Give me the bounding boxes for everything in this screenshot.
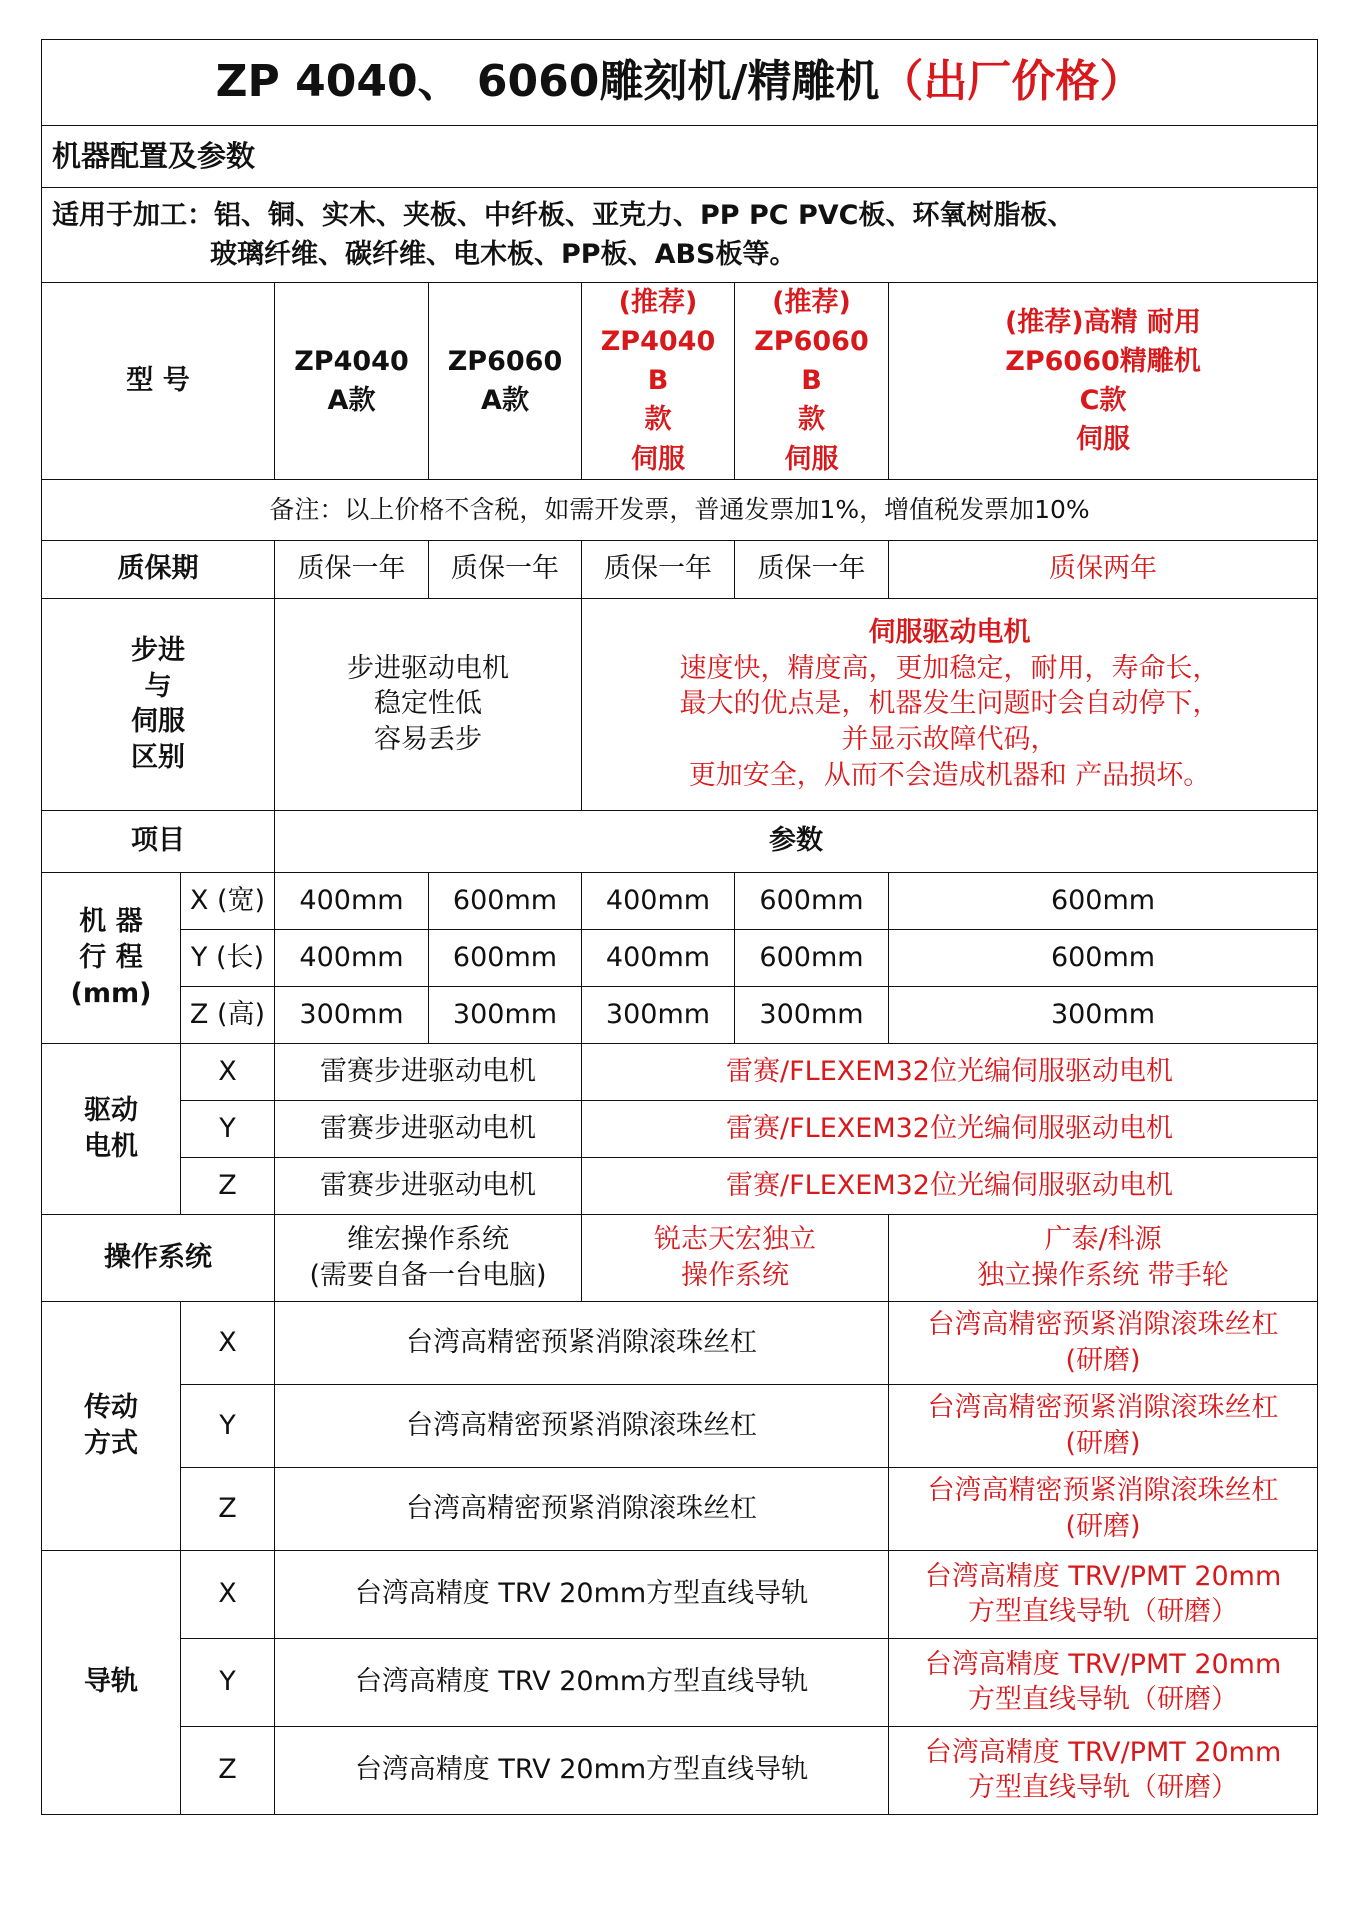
servo-line: 并显示故障代码，: [841, 724, 1058, 756]
ballscrew-line: (研磨): [1065, 1510, 1141, 1542]
stepper-line: 步进驱动电机: [347, 652, 509, 684]
title-highlight: （出厂价格）: [879, 56, 1144, 108]
travel-value: 600mm: [889, 872, 1318, 929]
model-c1-line: ZP4040: [294, 345, 409, 377]
travel-value: 600mm: [735, 872, 889, 929]
ballscrew-line: (研磨): [1065, 1427, 1141, 1459]
ballscrew-line: (研磨): [1065, 1344, 1141, 1376]
warranty-value: 质保一年: [429, 540, 582, 598]
axis-label: Y: [181, 1100, 275, 1157]
servo-motor: 雷赛/FLEXEM32位光编伺服驱动电机: [582, 1043, 1318, 1100]
label-line: (mm): [70, 977, 152, 1009]
label-line: 方式: [84, 1427, 138, 1459]
model-c5-line: 伺服: [1076, 423, 1131, 455]
travel-value: 600mm: [735, 929, 889, 986]
warranty-value: 质保一年: [582, 540, 735, 598]
axis-label: Z: [181, 1726, 275, 1814]
travel-value: 600mm: [429, 872, 582, 929]
os-line: 锐志天宏独立: [654, 1224, 816, 1256]
travel-value: 400mm: [582, 872, 735, 929]
travel-value: 300mm: [275, 986, 429, 1043]
os-line: 独立操作系统 带手轮: [977, 1259, 1229, 1291]
model-zp4040-a: [275, 283, 429, 480]
servo-description: [582, 598, 1318, 810]
servo-motor: 雷赛/FLEXEM32位光编伺服驱动电机: [582, 1100, 1318, 1157]
model-c5-line: (推荐)高精 耐用: [1004, 306, 1202, 338]
rail-std: 台湾高精度 TRV 20mm方型直线导轨: [275, 1550, 889, 1638]
label-line: 驱动: [84, 1095, 138, 1127]
warranty-value-c: 质保两年: [889, 540, 1318, 598]
rail-std: 台湾高精度 TRV 20mm方型直线导轨: [275, 1638, 889, 1726]
axis-label: X (宽): [181, 872, 275, 929]
label-line: 区别: [131, 741, 185, 773]
os-line: (需要自备一台电脑): [309, 1259, 547, 1291]
transmission-label: [42, 1301, 181, 1550]
servo-line: 速度快，精度高，更加稳定，耐用，寿命长，: [679, 652, 1220, 684]
label-line: 伺服: [131, 706, 185, 738]
model-c3-line: 伺服: [631, 443, 685, 475]
servo-motor: 雷赛/FLEXEM32位光编伺服驱动电机: [582, 1157, 1318, 1214]
model-c1-line: A款: [327, 384, 376, 416]
ballscrew-c: [889, 1384, 1318, 1467]
model-label: 型 号: [42, 283, 275, 480]
label-line: 行 程: [79, 941, 143, 973]
servo-line: 更加安全，从而不会造成机器和 产品损坏。: [688, 759, 1211, 791]
rail-line: 台湾高精度 TRV/PMT 20mm: [924, 1648, 1282, 1680]
materials-line-2: 玻璃纤维、碳纤维、电木板、PP板、ABS板等。: [210, 239, 797, 270]
section-config-heading: 机器配置及参数: [42, 126, 1318, 188]
model-zp6060-b: [735, 283, 889, 480]
ballscrew-std: 台湾高精密预紧消隙滚珠丝杠: [275, 1384, 889, 1467]
travel-value: 600mm: [889, 929, 1318, 986]
guide-label: 导轨: [42, 1550, 181, 1814]
axis-label: Y (长): [181, 929, 275, 986]
model-c2-line: ZP6060: [447, 345, 563, 377]
materials-line-1: 适用于加工：铝、铜、实木、夹板、中纤板、亚克力、PP PC PVC板、环氧树脂板、: [52, 199, 1075, 231]
stepper-motor: 雷赛步进驱动电机: [275, 1043, 582, 1100]
warranty-label: 质保期: [42, 540, 275, 598]
ballscrew-std: 台湾高精密预紧消隙滚珠丝杠: [275, 1301, 889, 1384]
ballscrew-line: 台湾高精密预紧消隙滚珠丝杠: [927, 1475, 1279, 1507]
stepper-description: [275, 598, 582, 810]
model-c2-line: A款: [481, 384, 529, 416]
label-line: 与: [144, 670, 172, 702]
os-line: 操作系统: [681, 1259, 789, 1291]
axis-label: Z: [181, 1157, 275, 1214]
model-c3-line: (推荐): [618, 287, 698, 318]
axis-label: X: [181, 1043, 275, 1100]
item-header: 项目: [42, 810, 275, 872]
servo-line: 最大的优点是，机器发生问题时会自动停下，: [679, 688, 1220, 720]
axis-label: Y: [181, 1384, 275, 1467]
rail-c: [889, 1550, 1318, 1638]
model-c4-line: ZP6060 B: [754, 326, 869, 397]
os-line: 广泰/科源: [1044, 1224, 1162, 1256]
model-c3-line: ZP4040 B: [600, 326, 716, 397]
rail-std: 台湾高精度 TRV 20mm方型直线导轨: [275, 1726, 889, 1814]
stepper-motor: 雷赛步进驱动电机: [275, 1100, 582, 1157]
label-line: 步进: [131, 634, 185, 666]
rail-c: [889, 1638, 1318, 1726]
axis-label: X: [181, 1301, 275, 1384]
motor-label: [42, 1043, 181, 1214]
travel-value: 400mm: [582, 929, 735, 986]
label-line: 传动: [84, 1392, 138, 1424]
rail-line: 方型直线导轨（研磨）: [968, 1684, 1239, 1716]
ballscrew-line: 台湾高精密预紧消隙滚珠丝杠: [927, 1392, 1279, 1424]
label-line: 机 器: [79, 906, 143, 938]
os-a: [275, 1214, 582, 1301]
ballscrew-c: [889, 1301, 1318, 1384]
model-zp4040-b: [582, 283, 735, 480]
axis-label: Y: [181, 1638, 275, 1726]
spec-table: [41, 39, 1318, 1815]
warranty-value: 质保一年: [735, 540, 889, 598]
axis-label: Z (高): [181, 986, 275, 1043]
rail-line: 台湾高精度 TRV/PMT 20mm: [924, 1560, 1282, 1592]
ballscrew-c: [889, 1467, 1318, 1550]
stepper-line: 容易丢步: [374, 724, 482, 756]
stepper-motor: 雷赛步进驱动电机: [275, 1157, 582, 1214]
os-c: [889, 1214, 1318, 1301]
travel-value: 300mm: [735, 986, 889, 1043]
model-c4-line: (推荐): [772, 287, 851, 318]
tax-note: 备注：以上价格不含税，如需开发票，普通发票加1%，增值税发票加10%: [42, 479, 1318, 540]
model-c4-line: 伺服: [784, 443, 839, 475]
model-c5-line: C款: [1079, 384, 1127, 416]
model-c3-line: 款: [644, 404, 672, 436]
ballscrew-std: 台湾高精密预紧消隙滚珠丝杠: [275, 1467, 889, 1550]
label-line: 电机: [84, 1130, 138, 1162]
os-label: 操作系统: [42, 1214, 275, 1301]
model-c4-line: 款: [798, 404, 825, 436]
travel-value: 300mm: [889, 986, 1318, 1043]
axis-label: Z: [181, 1467, 275, 1550]
os-line: 维宏操作系统: [347, 1224, 509, 1256]
axis-label: X: [181, 1550, 275, 1638]
travel-value: 300mm: [429, 986, 582, 1043]
travel-value: 600mm: [429, 929, 582, 986]
title-main: ZP 4040、 6060雕刻机/精雕机: [215, 56, 880, 108]
travel-label: [42, 872, 181, 1043]
rail-line: 台湾高精度 TRV/PMT 20mm: [924, 1736, 1282, 1768]
stepper-servo-label: [42, 598, 275, 810]
travel-value: 400mm: [275, 872, 429, 929]
travel-value: 400mm: [275, 929, 429, 986]
os-b: [582, 1214, 889, 1301]
model-zp6060-c: [889, 283, 1318, 480]
rail-c: [889, 1726, 1318, 1814]
stepper-line: 稳定性低: [374, 688, 482, 720]
rail-line: 方型直线导轨（研磨）: [968, 1596, 1239, 1628]
ballscrew-line: 台湾高精密预紧消隙滚珠丝杠: [927, 1309, 1279, 1341]
applicable-materials: [42, 188, 1318, 283]
page-title: [42, 40, 1318, 126]
model-c5-line: ZP6060精雕机: [1005, 345, 1201, 377]
model-zp6060-a: [429, 283, 582, 480]
travel-value: 300mm: [582, 986, 735, 1043]
params-header: 参数: [275, 810, 1318, 872]
servo-title: 伺服驱动电机: [868, 617, 1031, 649]
rail-line: 方型直线导轨（研磨）: [968, 1772, 1239, 1804]
warranty-value: 质保一年: [275, 540, 429, 598]
